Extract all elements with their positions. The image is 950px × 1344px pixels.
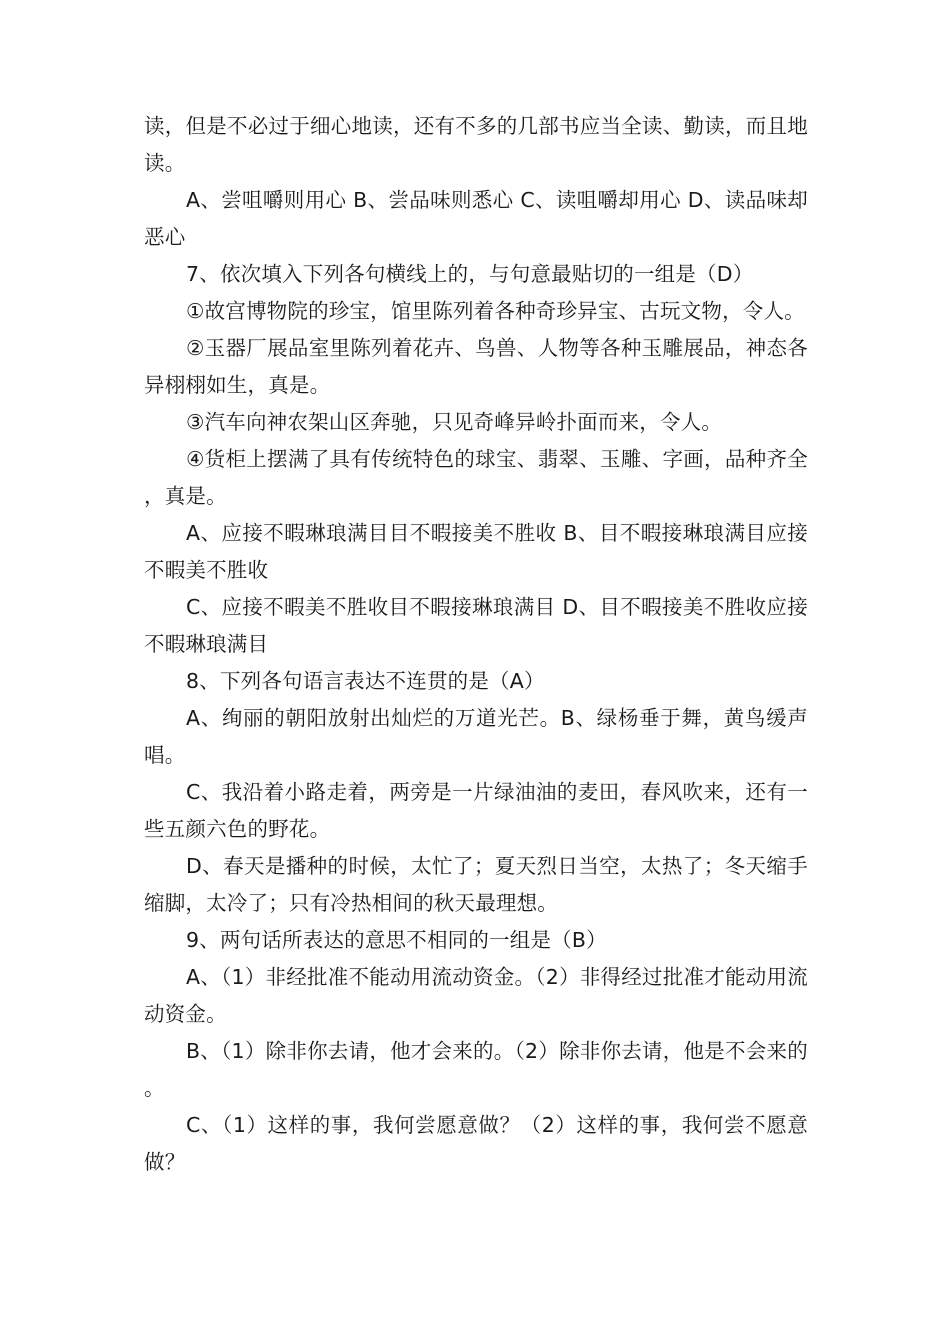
paragraph-q9-stem: 9、两句话所表达的意思不相同的一组是（B）: [186, 928, 607, 952]
paragraph-q7-sentence-2: ②玉器厂展品室里陈列着花卉、鸟兽、人物等各种玉雕展品，神态各异栩栩如生，真是。: [144, 336, 808, 397]
paragraph-q7-sentence-1: ①故宫博物院的珍宝，馆里陈列着各种奇珍异宝、古玩文物，令人。: [186, 299, 805, 323]
paragraph-q7-sentence-4: ④货柜上摆满了具有传统特色的球宝、翡翠、玉雕、字画，品种齐全，真是。: [144, 447, 808, 508]
paragraph-q9-option-c: C、（1）这样的事，我何尝愿意做？（2）这样的事，我何尝不愿意做？: [144, 1113, 808, 1174]
paragraph-q8-option-c: C、我沿着小路走着，两旁是一片绿油油的麦田，春风吹来，还有一些五颜六色的野花。: [144, 780, 808, 841]
paragraph-q9-option-b: B、（1）除非你去请，他才会来的。（2）除非你去请，他是不会来的。: [144, 1039, 808, 1100]
paragraph-q6-options: A、尝咀嚼则用心 B、尝品味则悉心 C、读咀嚼却用心 D、读品味却恶心: [144, 188, 808, 249]
paragraph-q7-stem: 7、依次填入下列各句横线上的，与句意最贴切的一组是（D）: [186, 262, 754, 286]
paragraph-q7-sentence-3: ③汽车向神农架山区奔驰，只见奇峰异岭扑面而来，令人。: [186, 410, 723, 434]
paragraph-q8-options-ab: A、绚丽的朝阳放射出灿烂的万道光芒。B、绿杨垂于舞，黄鸟缓声唱。: [144, 706, 808, 767]
paragraph-q7-options-ab: A、应接不暇琳琅满目目不暇接美不胜收 B、目不暇接琳琅满目应接不暇美不胜收: [144, 521, 808, 582]
document-page: [144, 108, 808, 1181]
paragraph-q8-option-d: D、春天是播种的时候，太忙了；夏天烈日当空，太热了；冬天缩手缩脚，太冷了；只有冷热相间的秋天最理想。: [144, 854, 808, 915]
paragraph-q9-option-a: A、（1）非经批准不能动用流动资金。（2）非得经过批准才能动用流动资金。: [144, 965, 808, 1026]
paragraph-continuation: 读，但是不必过于细心地读，还有不多的几部书应当全读、勤读，而且地读。: [144, 114, 808, 175]
paragraph-q8-stem: 8、下列各句语言表达不连贯的是（A）: [186, 669, 545, 693]
paragraph-q7-options-cd: C、应接不暇美不胜收目不暇接琳琅满目 D、目不暇接美不胜收应接不暇琳琅满目: [144, 595, 808, 656]
